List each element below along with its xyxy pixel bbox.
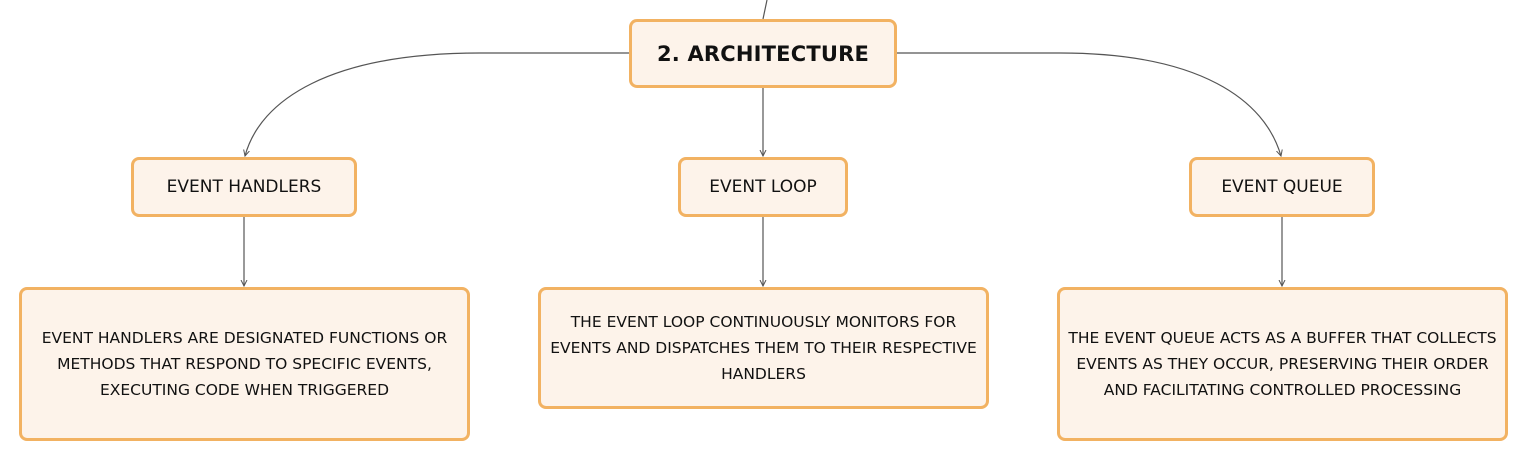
node-event-queue[interactable]	[1189, 157, 1375, 217]
connector-root-to-event-queue	[897, 53, 1281, 156]
node-label: EVENT HANDLERS	[166, 177, 322, 197]
detail-event-queue[interactable]	[1057, 287, 1508, 441]
node-event-loop[interactable]	[678, 157, 848, 217]
root-node[interactable]	[629, 19, 897, 88]
node-label: EVENT LOOP	[709, 177, 817, 197]
detail-text: THE EVENT QUEUE ACTS AS A BUFFER THAT COLLECTS EVENTS AS THEY OCCUR, PRESERVING THEIR ORDER AND FACILITATING CONTROLLED PROCESSING	[1068, 329, 1497, 399]
detail-event-handlers[interactable]	[19, 287, 470, 441]
node-label: EVENT QUEUE	[1221, 177, 1343, 197]
detail-text: THE EVENT LOOP CONTINUOUSLY MONITORS FOR EVENTS AND DISPATCHES THEM TO THEIR RESPECTIVE HANDLERS	[550, 313, 977, 383]
incoming-connector	[763, 0, 767, 19]
root-label: 2. ARCHITECTURE	[656, 41, 870, 66]
detail-text: EVENT HANDLERS ARE DESIGNATED FUNCTIONS OR METHODS THAT RESPOND TO SPECIFIC EVENTS, EXECUTING CODE WHEN TRIGGERED	[41, 329, 448, 399]
connector-root-to-event-handlers	[245, 53, 629, 156]
detail-event-loop[interactable]	[538, 287, 989, 409]
node-event-handlers[interactable]	[131, 157, 357, 217]
